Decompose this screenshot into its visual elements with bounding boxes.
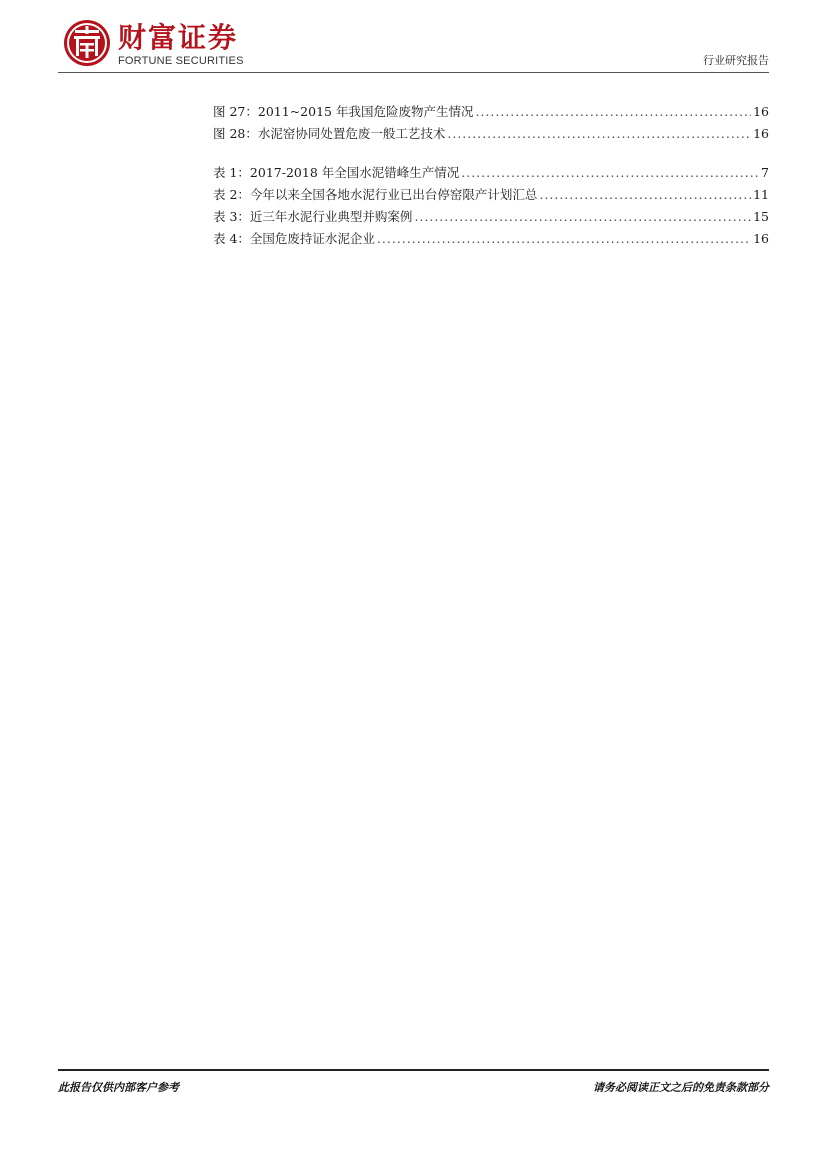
toc-entry[interactable] [213, 162, 769, 184]
page-header [0, 0, 827, 80]
toc-entry-page: 15 [753, 209, 769, 224]
toc-entry-label: 表 1：2017-2018 年全国水泥错峰生产情况 [213, 165, 460, 180]
toc-entry[interactable] [213, 184, 769, 206]
table-index [213, 162, 769, 250]
header-divider [58, 72, 769, 73]
toc-entry-label: 图 27：2011~2015 年我国危险废物产生情况 [213, 104, 474, 119]
toc-entry[interactable] [213, 123, 769, 145]
toc-entry[interactable] [213, 101, 769, 123]
figure-index [213, 101, 769, 145]
toc-entry[interactable] [213, 206, 769, 228]
brand-name-en: FORTUNE SECURITIES [118, 55, 244, 67]
footer-disclaimer-right: 请务必阅读正文之后的免责条款部分 [593, 1081, 769, 1094]
toc-dot-leader [377, 228, 751, 250]
toc-entry-label: 表 2：今年以来全国各地水泥行业已出台停窑限产计划汇总 [213, 187, 538, 202]
toc-dot-leader [461, 162, 759, 184]
toc-entry-page: 7 [761, 165, 769, 180]
toc-entry-label: 表 3：近三年水泥行业典型并购案例 [213, 209, 413, 224]
fortune-securities-logo-icon [62, 18, 112, 68]
toc-dot-leader [539, 184, 751, 206]
toc-entry-page: 16 [753, 126, 769, 141]
brand-name-cn: 财富证券 [118, 21, 239, 54]
toc-entry-page: 16 [753, 104, 769, 119]
footer-disclaimer-left: 此报告仅供内部客户参考 [58, 1081, 179, 1094]
toc-dot-leader [447, 123, 751, 145]
toc-entry-label: 图 28：水泥窑协同处置危废一般工艺技术 [213, 126, 446, 141]
toc-entry-page: 11 [753, 187, 769, 202]
report-type-label: 行业研究报告 [703, 54, 769, 67]
toc-entry-page: 16 [753, 231, 769, 246]
toc-entry[interactable] [213, 228, 769, 250]
footer-divider [58, 1069, 769, 1071]
toc-dot-leader [414, 206, 751, 228]
toc-entry-label: 表 4：全国危废持证水泥企业 [213, 231, 375, 246]
toc-dot-leader [475, 101, 751, 123]
